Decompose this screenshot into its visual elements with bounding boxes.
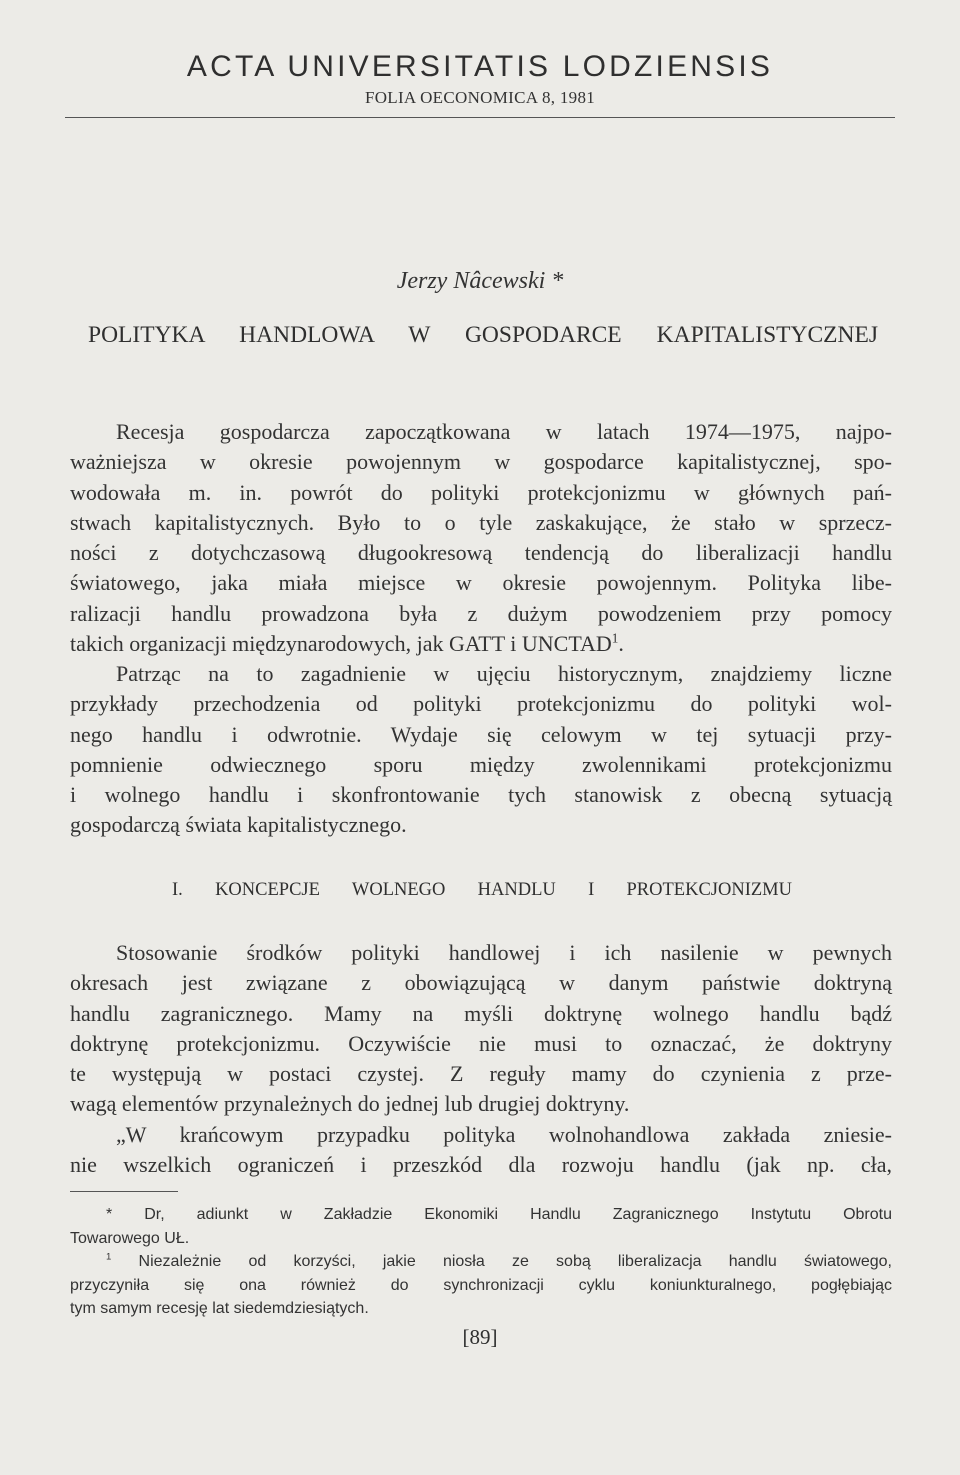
footnote-ref-1: 1	[611, 630, 619, 646]
text-line: Recesja gospodarcza zapoczątkowana w latach 1974—1975, najpo-	[116, 419, 892, 444]
footnote-1	[70, 1250, 892, 1321]
section1-paragraph-1	[70, 938, 892, 1120]
text-line: wodowała m. in. powrót do polityki protekcjonizmu w głównych pań-	[70, 479, 892, 505]
text-line	[70, 629, 892, 659]
text-line: ralizacji handlu prowadzona była z dużym powodzeniem przy pomocy	[70, 600, 892, 626]
series-info: FOLIA OECONOMICA 8, 1981	[364, 88, 596, 107]
intro-paragraph-2	[70, 659, 892, 841]
text-line: ności z dotychczasową długookresową tendencją do liberalizacji handlu	[70, 540, 892, 566]
footnote-line: * Dr, adiunkt w Zakładzie Ekonomiki Handlu Zagranicznego Instytutu Obrotu	[106, 1206, 892, 1223]
footnote-line	[70, 1250, 892, 1274]
text-line: „W krańcowym przypadku polityka wolnohandlowa zakłada zniesie-	[116, 1122, 892, 1147]
footnote-text: Niezależnie od korzyści, jakie niosła ze sobą liberalizacja handlu światowego,	[138, 1253, 893, 1270]
text-line: te występują w postaci czystej. Z reguły mamy do czynienia z prze-	[70, 1061, 892, 1087]
page-number: [89]	[462, 1325, 498, 1349]
footnote-line: przyczyniła się ona również do synchronizacji cyklu koniunkturalnego, pogłębiając	[70, 1276, 892, 1294]
text-line: doktrynę protekcjonizmu. Oczywiście nie musi to oznaczać, że doktryny	[70, 1030, 892, 1056]
text-line: gospodarczą świata kapitalistycznego.	[70, 812, 407, 838]
footnote-line: Towarowego UŁ.	[70, 1229, 190, 1247]
text-line: handlu zagranicznego. Mamy na myśli doktrynę wolnego handlu bądź	[70, 1000, 892, 1026]
text-line-body: takich organizacji międzynarodowych, jak GATT i UNCTAD	[70, 631, 612, 657]
text-line: wagą elementów przynależnych do jednej lub drugiej doktryny.	[70, 1091, 630, 1117]
article-author: Jerzy Nâcewski *	[396, 268, 564, 294]
intro-paragraph-1	[70, 417, 892, 659]
footnote-author	[70, 1203, 892, 1250]
text-line: nego handlu i odwrotnie. Wydaje się celowym w tej sytuacji przy-	[70, 721, 892, 747]
journal-name: ACTA UNIVERSITATIS LODZIENSIS	[186, 50, 774, 83]
text-line: ważniejsza w okresie powojennym w gospodarce kapitalistycznej, spo-	[70, 449, 892, 475]
article-title: POLITYKA HANDLOWA W GOSPODARCE KAPITALISTYCZNEJ	[88, 322, 878, 348]
section-heading: I. KONCEPCJE WOLNEGO HANDLU I PROTEKCJONIZMU	[172, 880, 792, 900]
text-line: pomnienie odwiecznego sporu między zwolennikami protekcjonizmu	[70, 751, 892, 777]
text-line: przykłady przechodzenia od polityki protekcjonizmu do polityki wol-	[70, 691, 892, 717]
footnote-line: tym samym recesję lat siedemdziesiątych.	[70, 1300, 369, 1317]
text-line: okresach jest związane z obowiązującą w danym państwie doktryną	[70, 970, 892, 996]
section1-paragraph-2	[70, 1120, 892, 1181]
text-line: stwach kapitalistycznych. Było to o tyle zaskakujące, że stało w sprzecz-	[70, 509, 892, 535]
text-line: Patrząc na to zagadnienie w ujęciu historycznym, znajdziemy liczne	[116, 661, 892, 686]
text-line: Stosowanie środków polityki handlowej i ich nasilenie w pewnych	[116, 940, 892, 965]
text-line: światowego, jaka miała miejsce w okresie powojennym. Polityka libe-	[70, 570, 892, 596]
text-line: i wolnego handlu i skonfrontowanie tych stanowisk z obecną sytuacją	[70, 782, 892, 808]
footnote-rule	[70, 1191, 178, 1192]
text-line: nie wszelkich ograniczeń i przeszkód dla rozwoju handlu (jak np. cła,	[70, 1152, 892, 1178]
text-line-end: .	[618, 631, 624, 657]
footnote-marker: 1	[106, 1251, 112, 1263]
header-rule	[65, 117, 895, 118]
